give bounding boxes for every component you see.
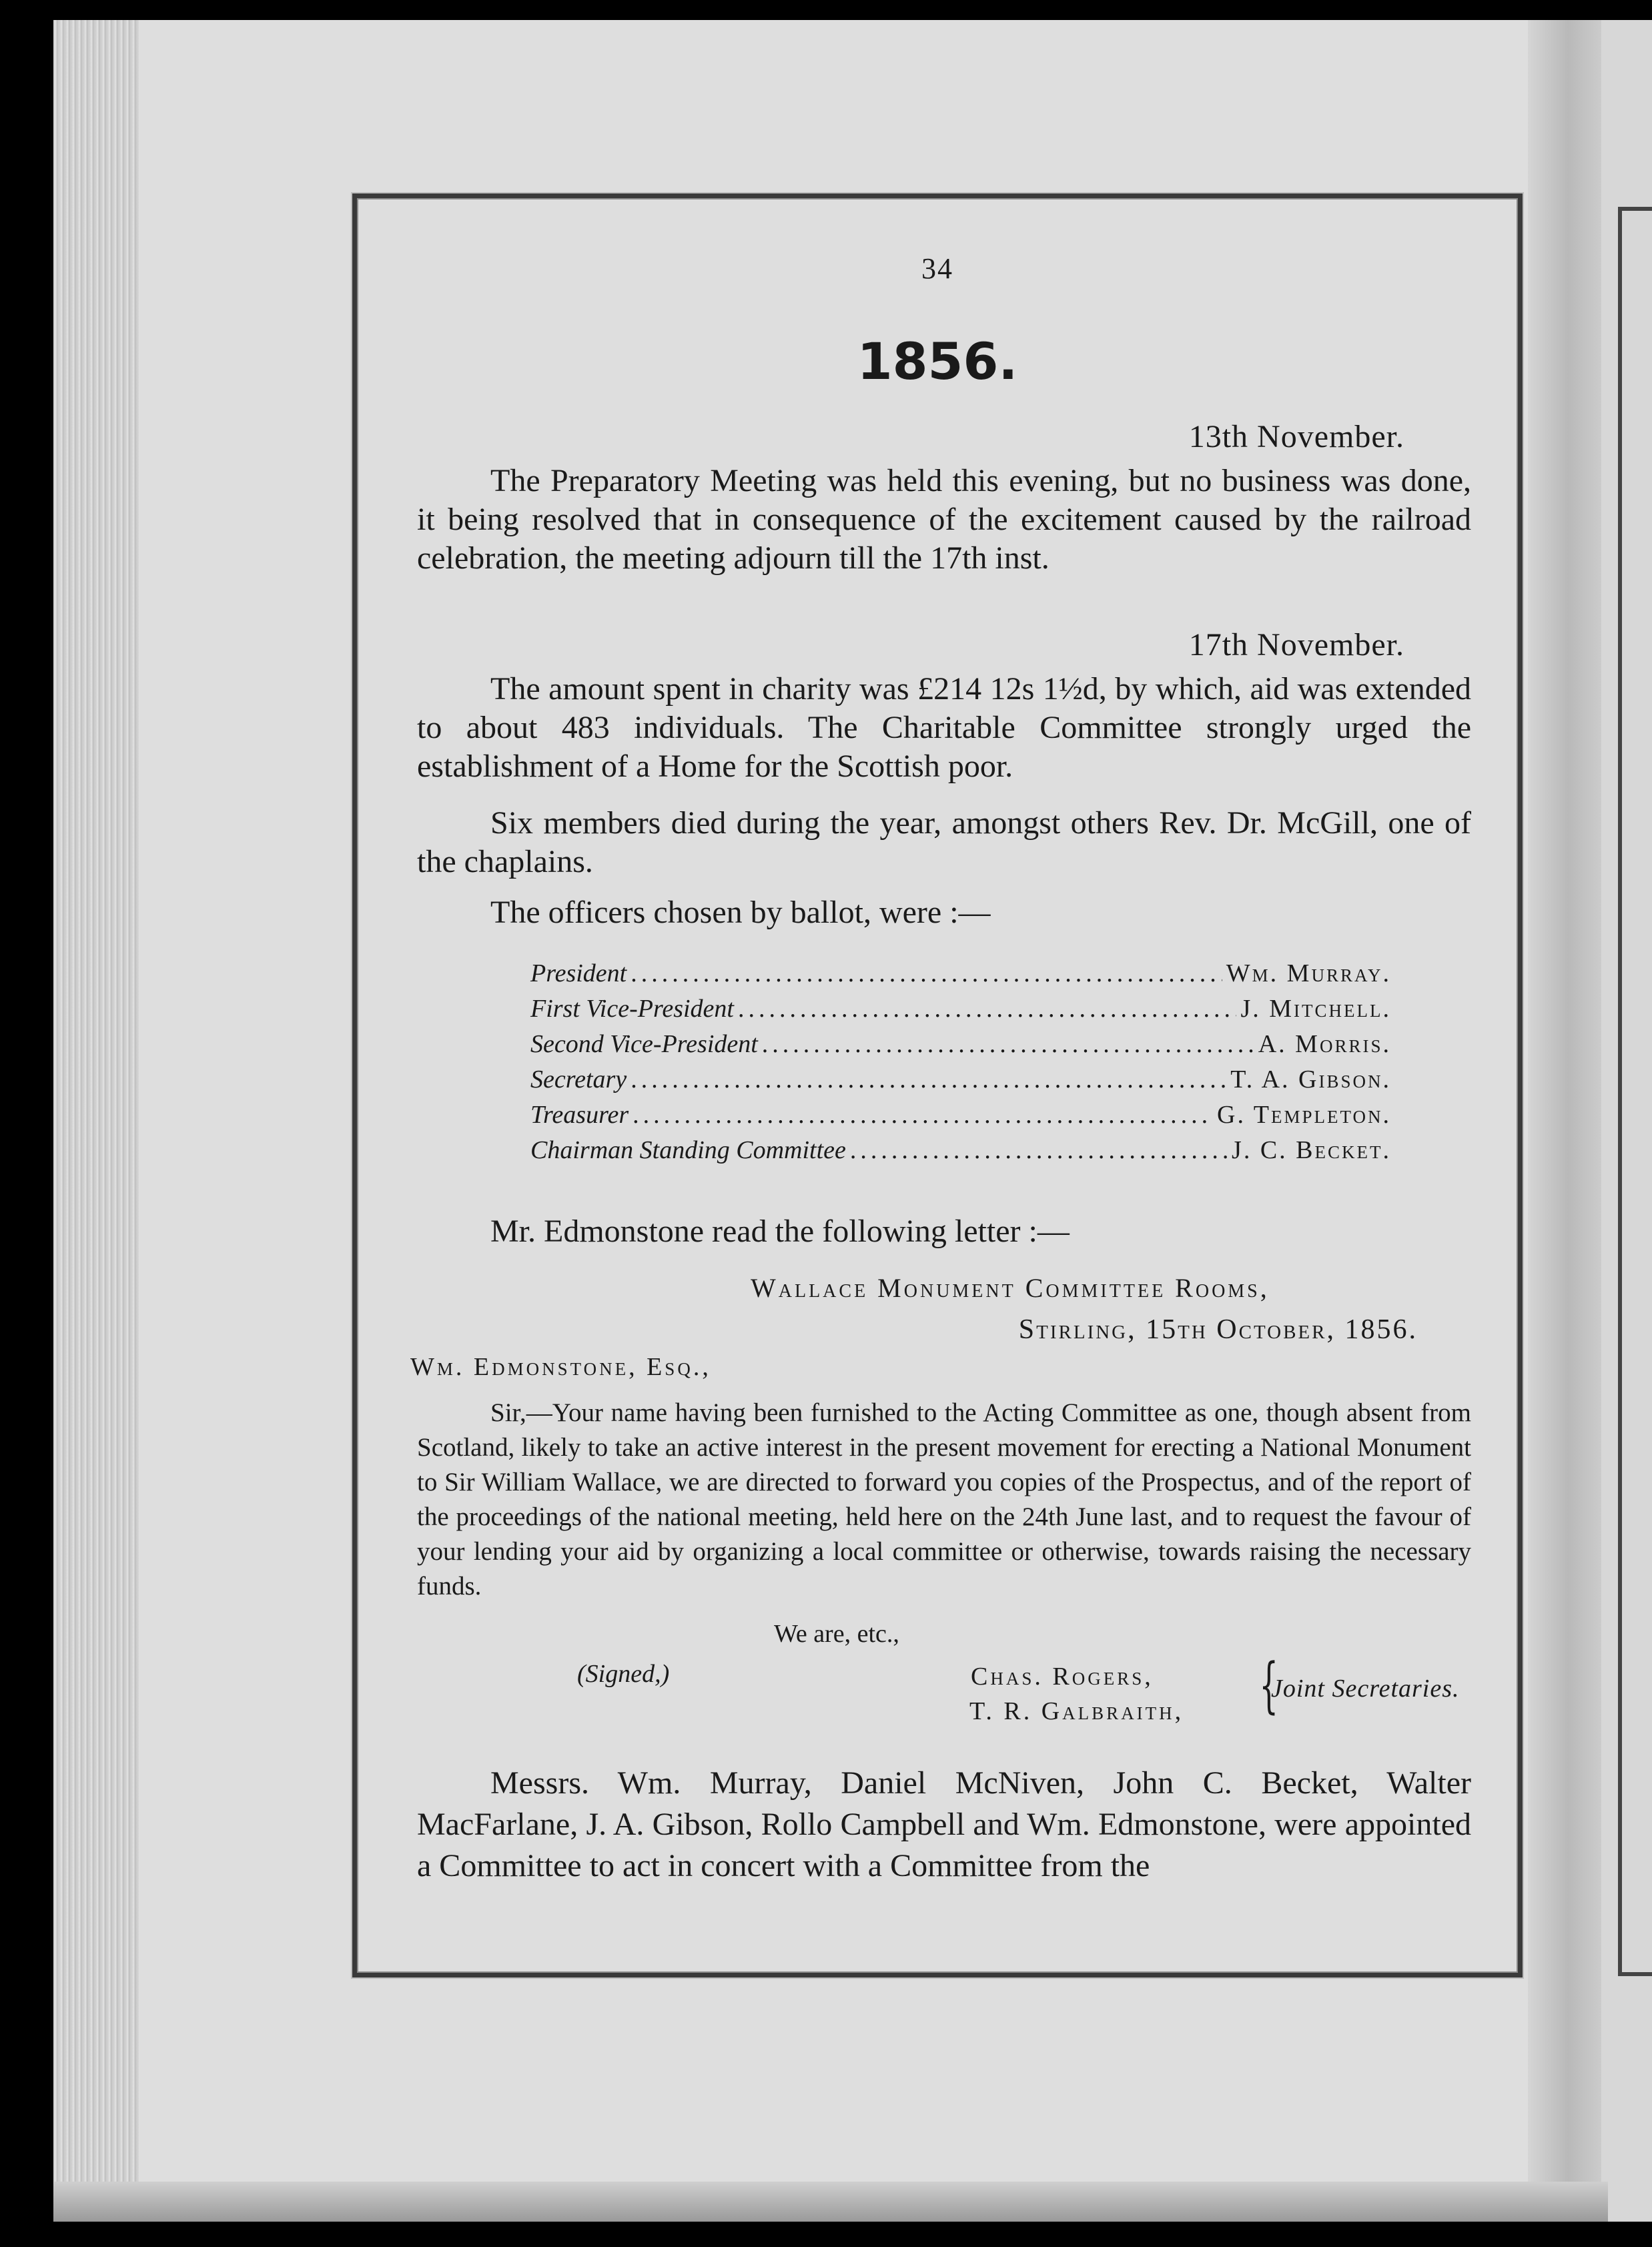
officer-row (530, 1136, 1391, 1171)
next-page-frame (1618, 207, 1652, 1976)
officer-row (530, 1100, 1391, 1136)
signed-label: (Signed,) (577, 1660, 670, 1688)
page-edges (53, 20, 140, 2222)
page-bottom-edge (53, 2182, 1608, 2222)
paragraph-deaths: Six members died during the year, amongst others Rev. Dr. McGill, one of the chaplains. (417, 805, 1471, 879)
book-gutter (1528, 20, 1608, 2222)
letter-heading-rooms: Wallace Monument Committee Rooms, (751, 1273, 1270, 1303)
leader-dots (631, 1065, 1226, 1094)
paragraph-letter-intro: Mr. Edmonstone read the following letter :— (490, 1214, 1070, 1249)
officer-name: G. Templeton. (1217, 1101, 1391, 1129)
officer-title: Chairman Standing Committee (530, 1136, 846, 1164)
leader-dots (850, 1136, 1228, 1165)
letter-body: Sir,—Your name having been furnished to the Acting Committee as one, though absent from Scotland, likely to take an active interest in the present movement for erecting a National Monument to Sir William Wallace, we are directed to forward you copies of the Prospectus, and of the report of the proceedings of the national meeting, held here on the 24th June last, and to request the favour of your lending your aid by organizing a local committee or otherwise, towards raising the necessary funds. (417, 1398, 1471, 1601)
officer-row (530, 1065, 1391, 1100)
officer-row (530, 1029, 1391, 1065)
officer-name: J. Mitchell. (1240, 995, 1391, 1023)
entry-date-17-november: 17th November. (1188, 627, 1404, 662)
paragraph-committee: Messrs. Wm. Murray, Daniel McNiven, John C. Becket, Walter MacFarlane, J. A. Gibson, Rollo Campbell and Wm. Edmonstone, were appointed a Committee to act in concert with a Committee from the (417, 1765, 1471, 1883)
signer-name: T. R. Galbraith, (969, 1697, 1184, 1725)
leader-dots (738, 994, 1236, 1023)
text-frame (352, 193, 1523, 1977)
officer-title: Treasurer (530, 1101, 629, 1129)
letter-signers (971, 1659, 1184, 1729)
brace-glyph: { (1259, 1651, 1278, 1721)
officer-row (530, 994, 1391, 1029)
leader-dots (631, 959, 1222, 988)
letter-closing: We are, etc., (774, 1620, 899, 1648)
officer-row (530, 959, 1391, 994)
page-number: 34 (921, 252, 953, 285)
year-heading: 1856. (857, 332, 1018, 391)
leader-dots (762, 1029, 1254, 1059)
officers-list (530, 959, 1391, 1171)
paragraph-officers-intro: The officers chosen by ballot, were :— (490, 895, 991, 930)
page-content (357, 198, 1518, 1973)
officer-name: T. A. Gibson. (1230, 1065, 1391, 1093)
officer-name: Wm. Murray. (1226, 959, 1391, 987)
officer-title: President (530, 959, 627, 987)
paragraph-charity: The amount spent in charity was £214 12s 1½d, by which, aid was extended to about 483 individuals. The Charitable Committee strongly urged the establishment of a Home for the Scottish poor. (417, 671, 1471, 784)
letter-addressee: Wm. Edmonstone, Esq., (410, 1353, 711, 1381)
officer-title: Secretary (530, 1065, 627, 1093)
entry-date-13-november: 13th November. (1188, 419, 1404, 454)
signer-name: Chas. Rogers, (971, 1663, 1154, 1691)
officer-title: Second Vice-President (530, 1030, 758, 1058)
leader-dots (633, 1100, 1213, 1130)
signers-role: Joint Secretaries. (1271, 1675, 1460, 1703)
officer-name: A. Morris. (1258, 1030, 1391, 1058)
officer-title: First Vice-President (530, 995, 734, 1023)
paragraph-preparatory-meeting: The Preparatory Meeting was held this evening, but no business was done, it being resolved that in consequence of the excitement caused by the railroad celebration, the meeting adjourn till the 17th inst. (417, 463, 1471, 576)
letter-heading-place-date: Stirling, 15th October, 1856. (1018, 1314, 1418, 1345)
officer-name: J. C. Becket. (1232, 1136, 1391, 1164)
